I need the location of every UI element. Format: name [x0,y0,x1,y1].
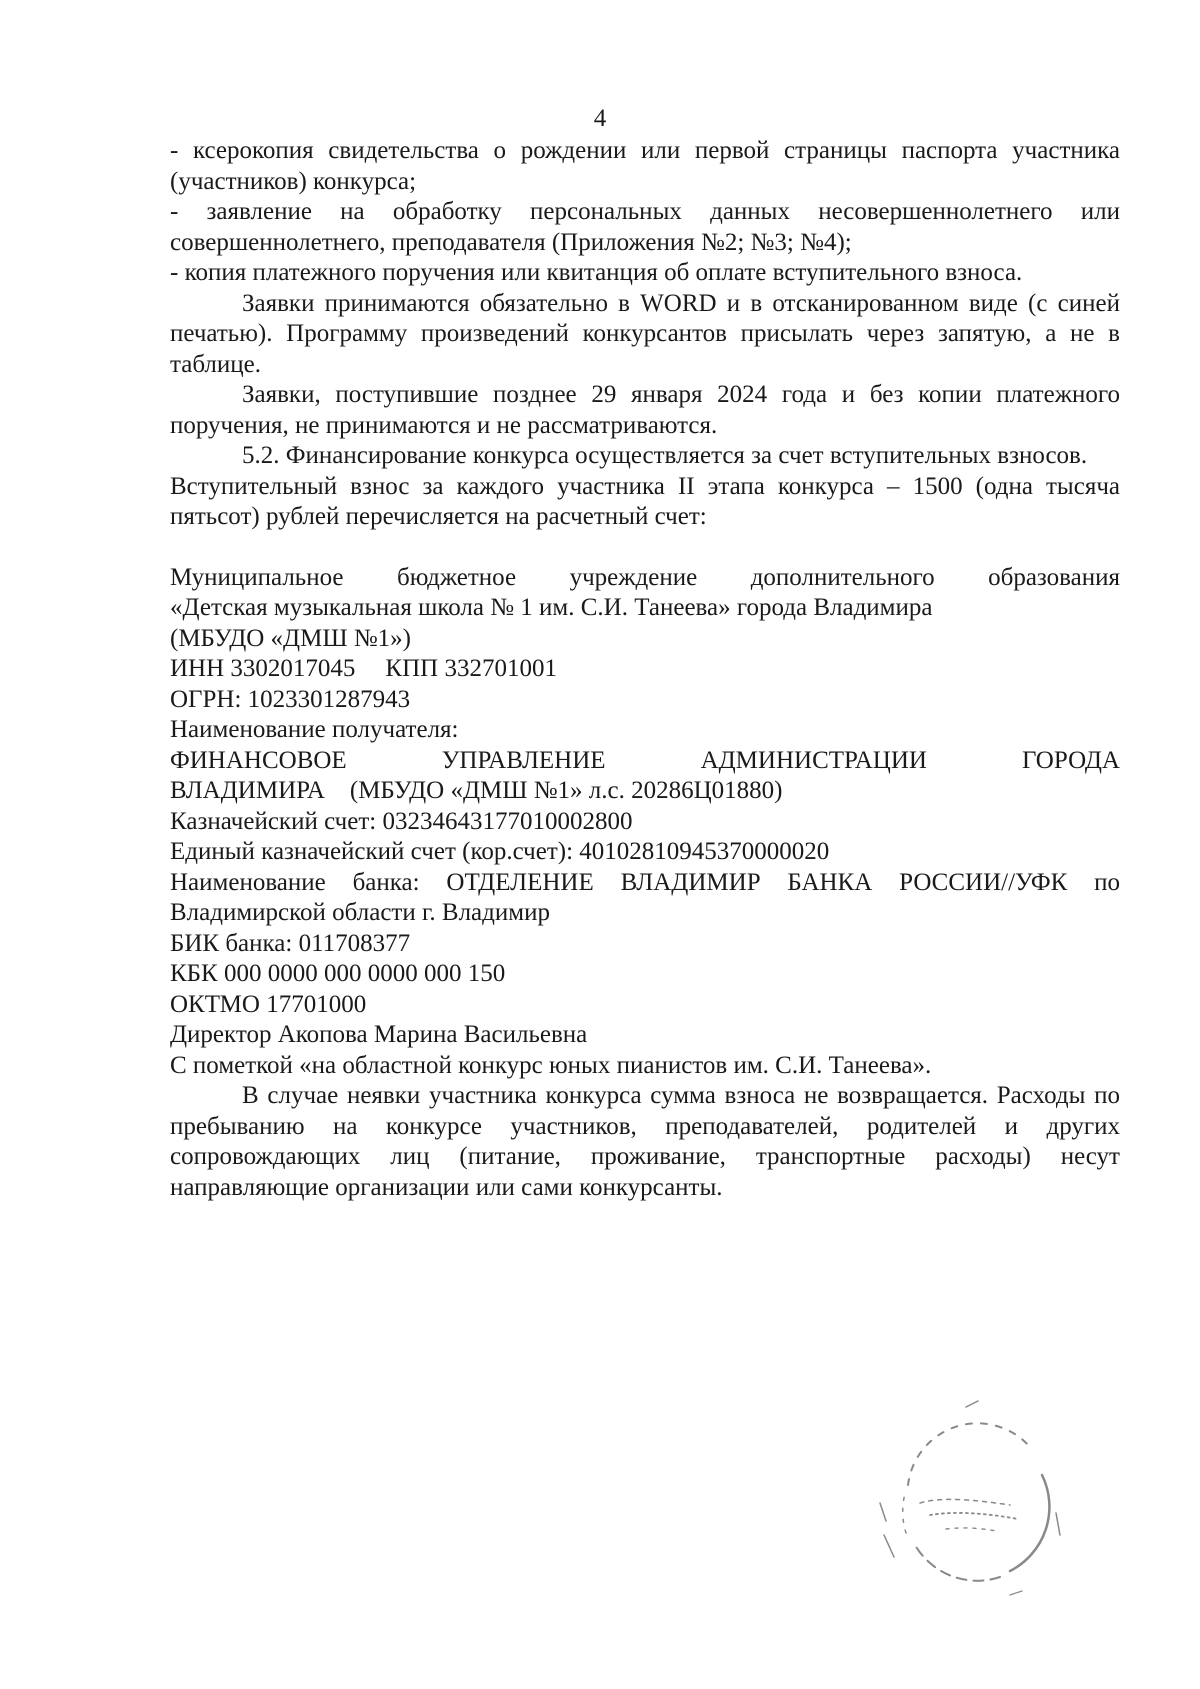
paragraph-applications-format: Заявки принимаются обязательно в WORD и в отсканированном виде (с синей печатью). Программу произведений конкурсантов присылать через запятую, а не в таблице. [170,289,1120,378]
paragraph-financing: 5.2. Финансирование конкурса осуществляется за счет вступительных взносов. [242,442,1088,469]
stamp-image [860,1385,1090,1615]
paragraph-fee: Вступительный взнос за каждого участника II этапа конкурса – 1500 (одна тысяча пятьсот) рублей перечисляется на расчетный счет: [170,472,1120,530]
list-item-passport: - ксерокопия свидетельства о рождении или первой страницы паспорта участника (участников) конкурса; [170,137,1120,195]
recipient-word: ГОРОДА [1021,746,1120,774]
org-name-line-2: «Детская музыкальная школа № 1 им. С.И. Танеева» города Владимира [170,594,933,621]
org-short-name: (МБУДО «ДМШ №1») [170,624,411,652]
stamp-icon [860,1385,1090,1615]
recipient-word: АДМИНИСТРАЦИИ [700,746,927,774]
org-name-line-1: Муниципальное бюджетное учреждение дополнительного образования [170,563,1120,591]
list-item-consent: - заявление на обработку персональных данных несовершеннолетнего или совершеннолетнего, преподавателя (Приложения №2; №3; №4); [170,198,1120,256]
paragraph-deadline: Заявки, поступившие позднее 29 января 2024 года и без копии платежного поручения, не принимаются и не рассматриваются. [170,381,1120,439]
spacer [170,533,1120,563]
list-item-payment-copy: - копия платежного поручения или квитанция об оплате вступительного взноса. [170,259,1023,286]
recipient-line-1 [170,746,1120,777]
kpp: КПП 332701001 [385,655,557,682]
inn-kpp-line [170,654,1120,685]
director: Директор Акопова Марина Васильевна [170,1021,588,1048]
kbk: КБК 000 0000 000 0000 000 150 [170,960,506,987]
bank-name-line-2: Владимирской области г. Владимир [170,899,550,926]
bank-name-line-1: Наименование банка: ОТДЕЛЕНИЕ ВЛАДИМИР БАНКА РОССИИ//УФК по [170,868,1120,896]
paragraph-no-show: В случае неявки участника конкурса сумма взноса не возвращается. Расходы по пребыванию на конкурсе участников, преподавателей, родителей и других сопровождающих лиц (питание, проживание, транспортные расходы) несут направляющие организации или сами конкурсанты. [170,1082,1120,1201]
recipient-word: ФИНАНСОВОЕ [170,746,347,774]
recipient-label: Наименование получателя: [170,716,459,743]
treasury-account: Казначейский счет: 03234643177010002800 [170,807,633,835]
payment-note: С пометкой «на областной конкурс юных пианистов им. С.И. Танеева». [170,1051,932,1079]
inn: ИНН 3302017045 [170,655,356,682]
oktmo: ОКТМО 17701000 [170,990,367,1018]
page-number: 4 [593,105,607,132]
single-treasury-account: Единый казначейский счет (кор.счет): 40102810945370000020 [170,838,830,865]
bank-requisites [170,563,1120,1082]
recipient-word: УПРАВЛЕНИЕ [441,746,606,774]
document-body [170,136,1120,1203]
bik: БИК банка: 011708377 [170,929,411,957]
ogrn: ОГРН: 1023301287943 [170,685,411,713]
recipient-line-2: ВЛАДИМИРА (МБУДО «ДМШ №1» л.с. 20286Ц01880) [170,777,783,804]
